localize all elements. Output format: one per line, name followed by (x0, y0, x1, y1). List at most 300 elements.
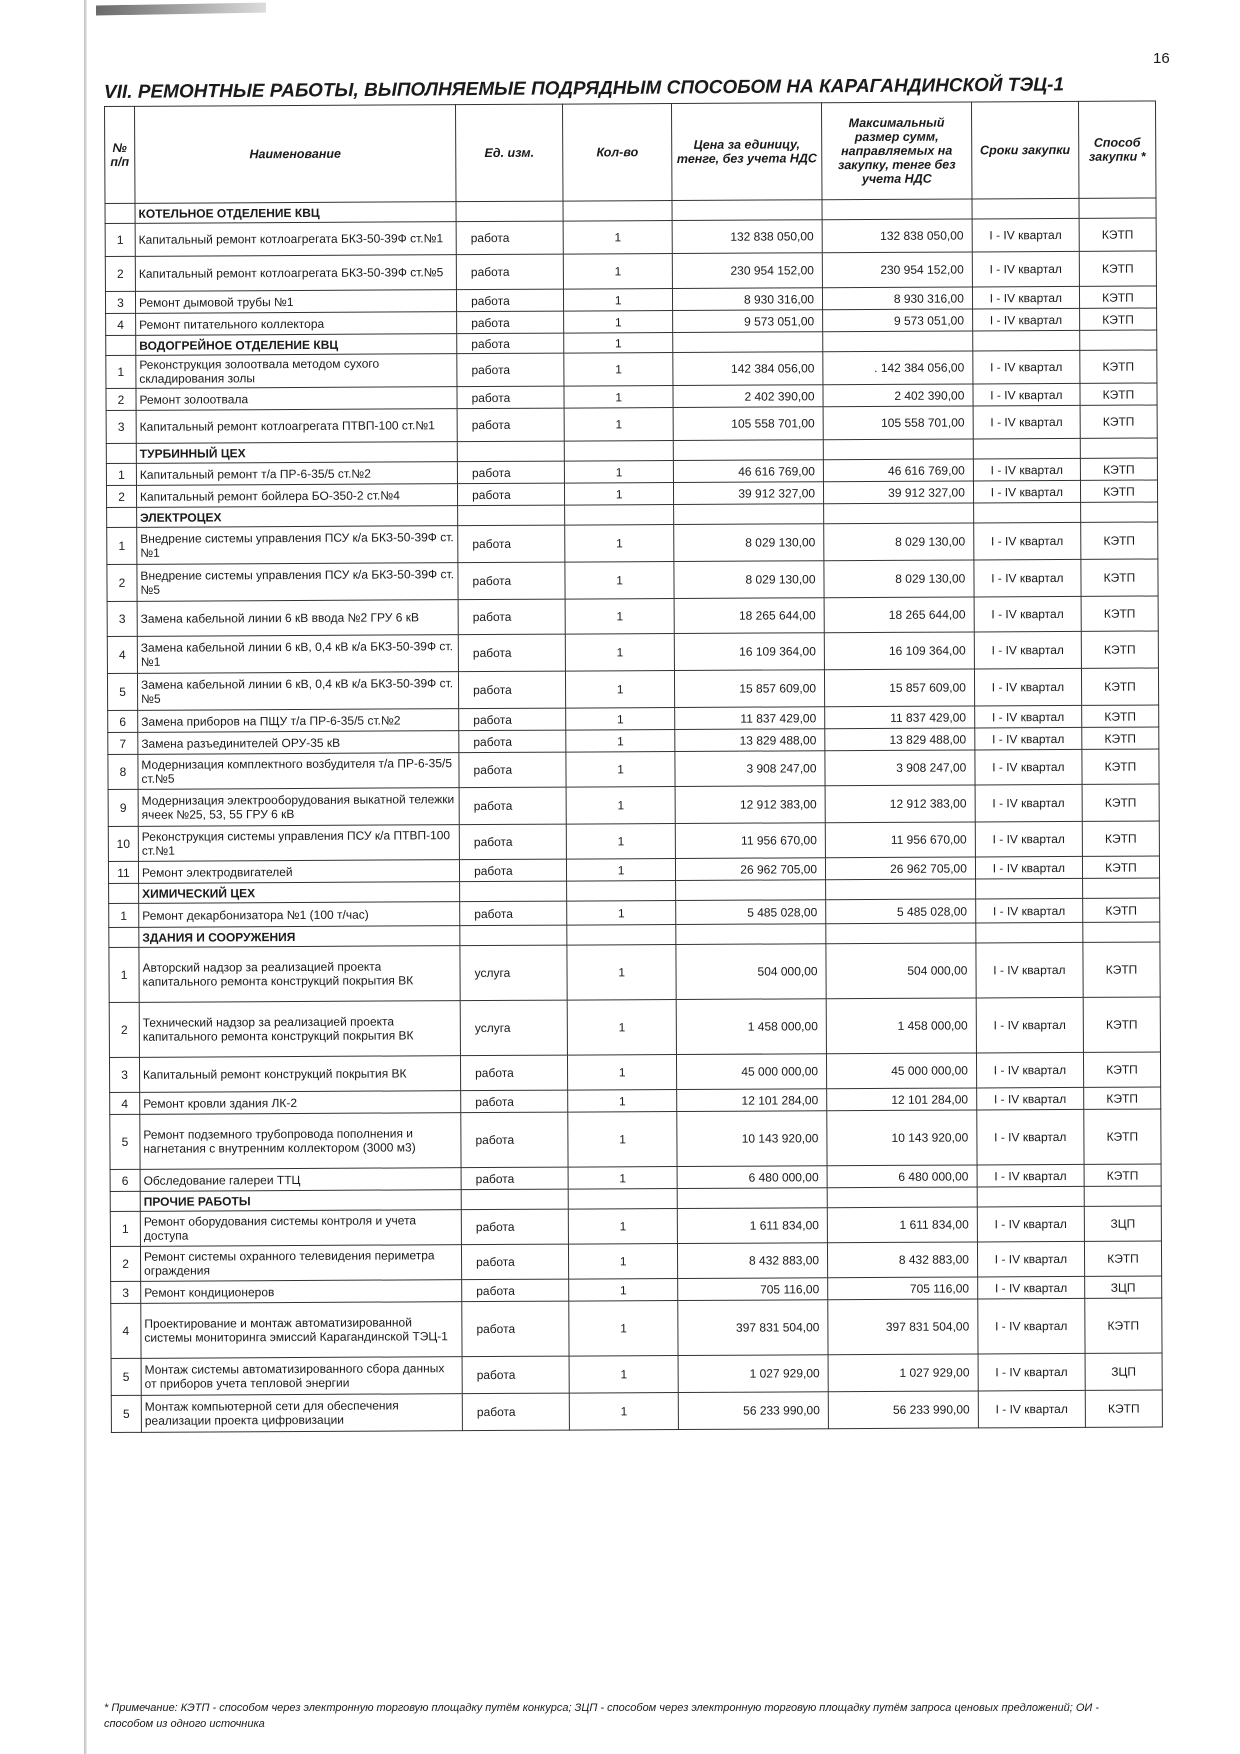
cell-unit (456, 201, 563, 222)
cell-qty: 1 (568, 1055, 677, 1091)
cell-num: 1 (109, 903, 139, 927)
cell-term: I - IV квартал (978, 1353, 1085, 1391)
cell-qty: 1 (568, 1209, 677, 1245)
cell-max-sum: 230 954 152,00 (822, 252, 972, 288)
cell-qty: 1 (563, 254, 672, 290)
cell-qty: 1 (564, 333, 673, 354)
cell-method: ЗЦП (1084, 1206, 1161, 1241)
cell-num: 11 (108, 861, 138, 883)
cell-name: ЗДАНИЯ И СООРУЖЕНИЯ (139, 926, 460, 948)
table-row (110, 1241, 1161, 1282)
header-term: Сроки закупки (971, 101, 1079, 199)
cell-price (673, 332, 823, 353)
cell-term: I - IV квартал (976, 997, 1083, 1053)
cell-method: КЭТП (1082, 784, 1159, 821)
cell-method: КЭТП (1079, 251, 1156, 286)
cell-price: 6 480 000,00 (677, 1166, 827, 1189)
table-row (106, 405, 1157, 444)
cell-term: I - IV квартал (974, 522, 1081, 560)
cell-qty (563, 201, 672, 222)
cell-term: I - IV квартал (977, 1164, 1084, 1187)
cell-unit: работа (457, 461, 564, 484)
cell-name: Внедрение системы управления ПСУ к/а БКЗ-50-39Ф ст.№5 (137, 563, 458, 602)
cell-max-sum: 15 857 609,00 (824, 669, 974, 707)
cell-name: ТУРБИННЫЙ ЦЕХ (136, 442, 457, 464)
table-row (107, 668, 1158, 711)
cell-term: I - IV квартал (974, 559, 1081, 597)
cell-name: Капитальный ремонт конструкций покрытия ВК (139, 1056, 460, 1093)
cell-price: 26 962 705,00 (676, 858, 826, 881)
cell-name: Ремонт дымовой трубы №1 (135, 290, 456, 314)
cell-max-sum: 1 611 834,00 (827, 1207, 977, 1243)
cell-method (1080, 438, 1157, 458)
cell-price: 12 912 383,00 (675, 786, 825, 824)
table-container (104, 100, 1163, 1432)
cell-term: I - IV квартал (977, 1087, 1084, 1110)
cell-term (973, 502, 1080, 523)
cell-unit: работа (459, 787, 566, 825)
cell-method: КЭТП (1082, 727, 1159, 749)
cell-num: 1 (110, 1211, 140, 1246)
cell-max-sum: 8 029 130,00 (824, 560, 974, 598)
cell-unit: работа (457, 311, 564, 334)
cell-qty: 1 (569, 1356, 678, 1394)
cell-method: КЭТП (1081, 559, 1158, 596)
cell-price: 12 101 284,00 (677, 1089, 827, 1112)
table-row (108, 821, 1159, 862)
cell-price: 46 616 769,00 (674, 460, 824, 483)
table-row (106, 350, 1157, 389)
cell-name: Капитальный ремонт котлоагрегата БКЗ-50-39Ф ст.№1 (135, 222, 456, 257)
cell-term: I - IV квартал (978, 1276, 1085, 1299)
cell-name: Капитальный ремонт т/а ПР-6-35/5 ст.№2 (136, 462, 457, 486)
cell-unit (461, 1189, 568, 1210)
cell-qty: 1 (569, 1279, 678, 1302)
cell-term: I - IV квартал (976, 942, 1083, 998)
cell-name: Внедрение системы управления ПСУ к/а БКЗ-50-39Ф ст.№1 (137, 526, 458, 565)
cell-price: 11 837 429,00 (675, 707, 825, 730)
cell-max-sum: 8 432 883,00 (827, 1242, 977, 1278)
cell-term (973, 330, 1080, 351)
cell-name: Ремонт питательного коллектора (136, 312, 457, 336)
footnote: * Примечание: КЭТП - способом через электронную торговую площадку путём конкурса; ЗЦП - способом через электронную торговую площадку путём запроса ценовых предложений; ОИ - способом из одного источника (104, 1702, 1099, 1730)
cell-num: 4 (111, 1303, 141, 1358)
cell-max-sum: 39 912 327,00 (824, 481, 974, 504)
cell-unit: работа (456, 221, 563, 255)
cell-price: 18 265 644,00 (674, 598, 824, 634)
cell-num: 5 (111, 1395, 141, 1432)
cell-method: КЭТП (1083, 942, 1160, 997)
cell-num: 5 (107, 673, 137, 710)
cell-unit: работа (458, 525, 565, 563)
cell-max-sum: 13 829 488,00 (825, 728, 975, 751)
table-row (109, 1052, 1160, 1093)
cell-price: 2 402 390,00 (673, 385, 823, 408)
cell-name: Замена приборов на ПЩУ т/а ПР-6-35/5 ст.№2 (138, 709, 459, 733)
cell-num (106, 443, 136, 463)
cell-name: Модернизация электрооборудования выкатной тележки ячеек №25, 53, 55 ГРУ 6 кВ (138, 788, 459, 827)
cell-qty: 1 (568, 1167, 677, 1190)
table-row (107, 522, 1158, 565)
cell-qty: 1 (563, 221, 672, 255)
cell-price: 105 558 701,00 (673, 407, 823, 441)
cell-qty: 1 (566, 708, 675, 731)
cell-price: 45 000 000,00 (677, 1054, 827, 1090)
cell-num (110, 1191, 140, 1211)
cell-max-sum: 11 837 429,00 (825, 706, 975, 729)
cell-qty: 1 (565, 562, 674, 600)
cell-name: Ремонт золоотвала (136, 387, 457, 411)
cell-qty: 1 (568, 1112, 677, 1168)
cell-name: Обследование галереи ТТЦ (140, 1168, 461, 1192)
table-row (108, 749, 1159, 790)
cell-num: 2 (109, 1002, 139, 1057)
cell-term: I - IV квартал (973, 350, 1080, 384)
cell-price (673, 440, 823, 461)
table-row (107, 559, 1158, 602)
cell-num: 9 (108, 789, 138, 826)
cell-max-sum: 11 956 670,00 (825, 822, 975, 858)
cell-method: КЭТП (1084, 1087, 1161, 1109)
cell-max-sum: 18 265 644,00 (824, 597, 974, 633)
cell-term: I - IV квартал (977, 1206, 1084, 1242)
cell-name: ПРОЧИЕ РАБОТЫ (140, 1190, 461, 1212)
cell-price: 504 000,00 (676, 944, 826, 1000)
cell-price: 142 384 056,00 (673, 352, 823, 386)
cell-unit: работа (458, 671, 565, 709)
cell-term: I - IV квартал (975, 784, 1082, 822)
cell-term: I - IV квартал (972, 286, 1079, 309)
cell-unit: работа (461, 1209, 568, 1245)
header-price: Цена за единицу, тенге, без учета НДС (672, 103, 822, 201)
cell-term (972, 198, 1079, 219)
cell-qty (567, 881, 676, 902)
cell-qty (567, 925, 676, 946)
cell-qty: 1 (567, 945, 676, 1001)
cell-unit: работа (458, 634, 565, 672)
cell-method: КЭТП (1084, 1109, 1161, 1164)
cell-max-sum (826, 923, 976, 944)
cell-method: КЭТП (1082, 749, 1159, 784)
cell-num: 1 (106, 355, 136, 388)
cell-method: ЗЦП (1085, 1353, 1162, 1390)
cell-price: 8 029 130,00 (674, 524, 824, 562)
cell-price: 5 485 028,00 (676, 900, 826, 925)
cell-num: 2 (107, 564, 137, 601)
table-row (107, 631, 1158, 674)
cell-price: 1 611 834,00 (677, 1208, 827, 1244)
cell-max-sum: 12 912 383,00 (825, 785, 975, 823)
document-title: VII. РЕМОНТНЫЕ РАБОТЫ, ВЫПОЛНЯЕМЫЕ ПОДРЯДНЫМ СПОСОБОМ НА КАРАГАНДИНСКОЙ ТЭЦ-1 (103, 74, 1065, 103)
cell-num: 2 (110, 1246, 140, 1281)
cell-num: 5 (110, 1114, 140, 1169)
cell-method: КЭТП (1079, 218, 1156, 251)
cell-name: ХИМИЧЕСКИЙ ЦЕХ (139, 882, 460, 904)
cell-qty (568, 1189, 677, 1210)
cell-max-sum: 26 962 705,00 (825, 857, 975, 880)
cell-qty: 1 (566, 752, 675, 788)
cell-unit: работа (458, 483, 565, 506)
table-row (111, 1353, 1162, 1396)
table-row (109, 942, 1160, 1003)
table-row (110, 1109, 1161, 1170)
cell-name: Монтаж компьютерной сети для обеспечения реализации проекта цифровизации (141, 1394, 462, 1433)
table-row (110, 1206, 1161, 1247)
cell-term: I - IV квартал (975, 727, 1082, 750)
cell-max-sum (826, 879, 976, 900)
cell-name: Замена кабельной линии 6 кВ, 0,4 кВ к/а БКЗ-50-39Ф ст.№1 (137, 635, 458, 674)
cell-name: Монтаж системы автоматизированного сбора данных от приборов учета тепловой энергии (141, 1357, 462, 1396)
cell-term: I - IV квартал (973, 405, 1080, 439)
cell-method: КЭТП (1080, 350, 1157, 383)
cell-price: 56 233 990,00 (678, 1392, 828, 1430)
table-row (108, 784, 1159, 827)
cell-num (106, 335, 136, 355)
cell-num: 6 (110, 1169, 140, 1191)
cell-num: 4 (110, 1092, 140, 1114)
cell-unit: услуга (460, 1000, 567, 1056)
cell-unit: работа (457, 386, 564, 409)
cell-term: I - IV квартал (977, 1241, 1084, 1277)
cell-num: 10 (108, 826, 138, 861)
cell-max-sum: 5 485 028,00 (826, 899, 976, 924)
cell-num: 2 (105, 256, 135, 291)
cell-price: 39 912 327,00 (674, 482, 824, 505)
cell-unit: работа (461, 1055, 568, 1091)
cell-price (674, 504, 824, 525)
cell-term: I - IV квартал (973, 458, 1080, 481)
cell-unit: работа (458, 562, 565, 600)
cell-term: I - IV квартал (972, 308, 1079, 331)
cell-max-sum: 504 000,00 (826, 943, 976, 999)
cell-max-sum: 9 573 051,00 (823, 309, 973, 332)
page-number: 16 (1153, 50, 1170, 67)
cell-name: Ремонт декарбонизатора №1 (100 т/час) (139, 902, 460, 928)
cell-num: 5 (111, 1358, 141, 1395)
cell-unit: работа (459, 752, 566, 788)
cell-max-sum: 1 027 929,00 (828, 1354, 978, 1392)
cell-qty: 1 (567, 1000, 676, 1056)
cell-num: 3 (107, 601, 137, 636)
cell-name: Замена разъединителей ОРУ-35 кВ (138, 731, 459, 755)
cell-method (1080, 330, 1157, 350)
cell-max-sum: 45 000 000,00 (827, 1053, 977, 1089)
cell-qty: 1 (565, 483, 674, 506)
cell-name: Замена кабельной линии 6 кВ ввода №2 ГРУ 6 кВ (137, 600, 458, 637)
cell-max-sum: . 142 384 056,00 (823, 351, 973, 385)
cell-qty (565, 505, 674, 526)
cell-qty: 1 (568, 1090, 677, 1113)
cell-name: Проектирование и монтаж автоматизированной системы мониторинга эмиссий Карагандинской ТЭЦ-1 (141, 1302, 462, 1359)
cell-price: 1 458 000,00 (676, 999, 826, 1055)
cell-unit: услуга (460, 945, 567, 1001)
cell-unit: работа (457, 333, 564, 354)
cell-max-sum: 12 101 284,00 (827, 1088, 977, 1111)
cell-num: 3 (106, 410, 136, 443)
cell-qty: 1 (564, 408, 673, 442)
cell-max-sum: 6 480 000,00 (827, 1165, 977, 1188)
cell-max-sum: 10 143 920,00 (827, 1110, 977, 1166)
cell-qty: 1 (566, 824, 675, 860)
cell-qty (564, 441, 673, 462)
cell-name: Ремонт электродвигателей (138, 860, 459, 884)
header-max-sum: Максимальный размер сумм, направляемых на закупку, тенге без учета НДС (822, 102, 972, 200)
cell-max-sum: 2 402 390,00 (823, 384, 973, 407)
cell-max-sum (822, 199, 972, 220)
cell-term: I - IV квартал (972, 218, 1079, 252)
cell-term: I - IV квартал (974, 596, 1081, 632)
cell-qty: 1 (566, 730, 675, 753)
cell-price: 230 954 152,00 (672, 253, 822, 289)
cell-unit: работа (459, 859, 566, 882)
cell-term: I - IV квартал (976, 1052, 1083, 1088)
cell-term: I - IV квартал (972, 251, 1079, 287)
header-name: Наименование (134, 105, 456, 204)
cell-name: Капитальный ремонт котлоагрегата БКЗ-50-39Ф ст.№5 (135, 255, 456, 292)
cell-unit: работа (462, 1356, 569, 1394)
cell-qty: 1 (566, 671, 675, 709)
cell-method: КЭТП (1081, 522, 1158, 559)
cell-num (109, 883, 139, 903)
cell-price: 705 116,00 (678, 1278, 828, 1301)
cell-unit: работа (461, 1090, 568, 1113)
table-row (105, 218, 1156, 257)
cell-name: Реконструкция системы управления ПСУ к/а ПТВП-100 ст.№1 (138, 825, 459, 862)
cell-qty: 1 (566, 787, 675, 825)
cell-max-sum: 397 831 504,00 (828, 1299, 978, 1355)
cell-method: КЭТП (1079, 308, 1156, 330)
cell-qty: 1 (566, 859, 675, 882)
table-row (105, 251, 1156, 292)
cell-price: 13 829 488,00 (675, 729, 825, 752)
cell-term: I - IV квартал (975, 705, 1082, 728)
cell-name: Ремонт оборудования системы контроля и учета доступа (140, 1210, 461, 1247)
cell-num: 1 (107, 527, 137, 564)
table-header-row (105, 101, 1156, 204)
cell-name: Ремонт кондиционеров (141, 1280, 462, 1304)
cell-num: 3 (109, 1057, 139, 1092)
cell-qty: 1 (564, 461, 673, 484)
cell-qty: 1 (564, 353, 673, 387)
cell-price: 1 027 929,00 (678, 1355, 828, 1393)
cell-term (973, 438, 1080, 459)
cell-method: КЭТП (1084, 1164, 1161, 1186)
cell-name: Капитальный ремонт котлоагрегата ПТВП-100 ст.№1 (136, 409, 457, 444)
cell-name: ВОДОГРЕЙНОЕ ОТДЕЛЕНИЕ КВЦ (136, 334, 457, 356)
cell-price: 8 432 883,00 (678, 1243, 828, 1279)
cell-unit: работа (460, 901, 567, 926)
cell-term: I - IV квартал (975, 821, 1082, 857)
cell-qty: 1 (564, 289, 673, 312)
cell-term: I - IV квартал (973, 480, 1080, 503)
cell-unit: работа (456, 289, 563, 312)
cell-name: КОТЕЛЬНОЕ ОТДЕЛЕНИЕ КВЦ (135, 202, 456, 224)
cell-method: КЭТП (1082, 821, 1159, 856)
cell-price (676, 880, 826, 901)
cell-qty: 1 (569, 1301, 678, 1357)
cell-num: 2 (106, 485, 136, 507)
cell-num: 8 (108, 754, 138, 789)
cell-method: КЭТП (1081, 668, 1158, 705)
header-num: № п/п (105, 106, 135, 203)
cell-unit (457, 441, 564, 462)
cell-term: I - IV квартал (975, 749, 1082, 785)
cell-unit (460, 925, 567, 946)
cell-max-sum (823, 331, 973, 352)
cell-qty: 1 (565, 525, 674, 563)
cell-qty: 1 (564, 311, 673, 334)
cell-max-sum: 705 116,00 (828, 1277, 978, 1300)
cell-method (1084, 1186, 1161, 1206)
cell-num: 7 (108, 732, 138, 754)
cell-term: I - IV квартал (974, 668, 1081, 706)
header-method: Способ закупки * (1078, 101, 1156, 198)
cell-max-sum: 16 109 364,00 (824, 632, 974, 670)
cell-max-sum: 8 029 130,00 (824, 523, 974, 561)
cell-max-sum: 56 233 990,00 (828, 1391, 978, 1429)
cell-price: 15 857 609,00 (675, 670, 825, 708)
cell-qty: 1 (564, 386, 673, 409)
cell-unit: работа (461, 1167, 568, 1190)
cell-price: 8 029 130,00 (674, 561, 824, 599)
cell-max-sum: 3 908 247,00 (825, 750, 975, 786)
cell-term (976, 922, 1083, 943)
cell-term: I - IV квартал (975, 856, 1082, 879)
cell-method: КЭТП (1083, 1052, 1160, 1087)
table-row (111, 1390, 1162, 1433)
cell-unit (458, 505, 565, 526)
cell-method: КЭТП (1083, 997, 1160, 1052)
cell-unit: работа (458, 599, 565, 635)
cell-method: КЭТП (1082, 856, 1159, 878)
cell-price: 9 573 051,00 (673, 310, 823, 333)
cell-name: Ремонт кровли здания ЛК-2 (140, 1091, 461, 1115)
cell-method: ЗЦП (1085, 1276, 1162, 1298)
cell-unit: работа (462, 1301, 569, 1357)
cell-unit: работа (461, 1112, 568, 1168)
cell-unit: работа (459, 708, 566, 731)
cell-term: I - IV квартал (973, 383, 1080, 406)
cell-num: 2 (106, 388, 136, 410)
cell-max-sum: 105 558 701,00 (823, 406, 973, 440)
cell-qty: 1 (567, 901, 676, 926)
cell-unit: работа (462, 1279, 569, 1302)
cell-unit: работа (457, 408, 564, 442)
cell-price: 11 956 670,00 (675, 823, 825, 859)
cell-num (107, 507, 137, 527)
cell-unit: работа (459, 730, 566, 753)
cell-price: 3 908 247,00 (675, 751, 825, 787)
cell-num: 4 (106, 313, 136, 335)
cell-num: 1 (105, 223, 135, 256)
cell-unit: работа (457, 353, 564, 387)
cell-num: 6 (108, 710, 138, 732)
cell-num (109, 927, 139, 947)
cell-term: I - IV квартал (974, 631, 1081, 669)
cell-method: КЭТП (1080, 480, 1157, 502)
cell-unit: работа (459, 824, 566, 860)
cell-price: 8 930 316,00 (673, 288, 823, 311)
cell-method: КЭТП (1079, 286, 1156, 308)
cell-term: I - IV квартал (978, 1298, 1085, 1354)
cell-unit: работа (461, 1244, 568, 1280)
table-row (107, 596, 1158, 637)
cell-max-sum (823, 439, 973, 460)
cell-name: Модернизация комплектного возбудителя т/а ПР-6-35/5 ст.№5 (138, 753, 459, 790)
cell-qty: 1 (569, 1393, 678, 1431)
cell-term: I - IV квартал (977, 1109, 1084, 1165)
cell-num: 4 (107, 636, 137, 673)
